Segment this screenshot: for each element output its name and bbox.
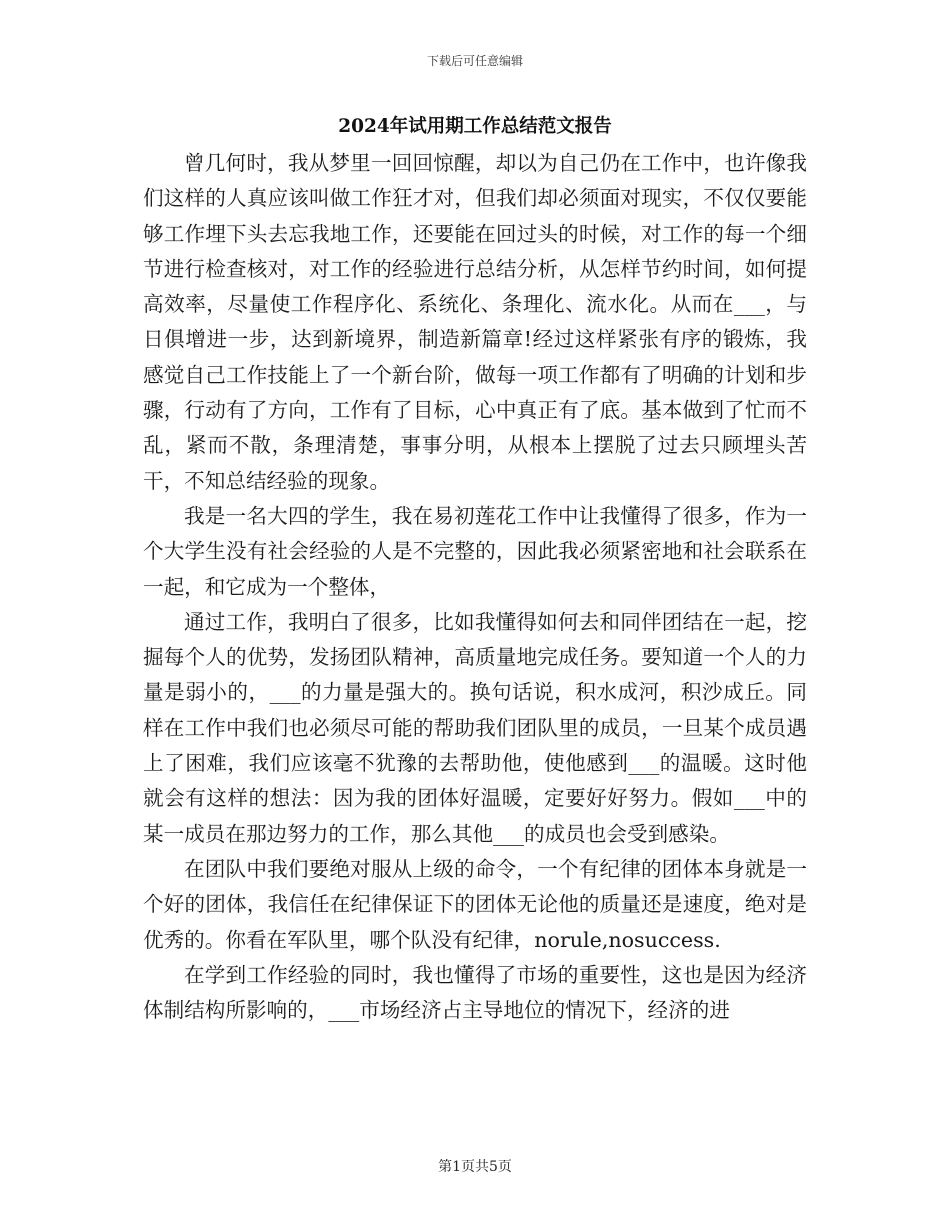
- paragraph-5: 在学到工作经验的同时，我也懂得了市场的重要性，这也是因为经济体制结构所影响的，___市场经济占主导地位的情况下，经济的进: [143, 962, 807, 1023]
- document-title: 2024年试用期工作总结范文报告: [338, 116, 612, 137]
- paragraph-3: 通过工作，我明白了很多，比如我懂得如何去和同伴团结在一起，挖掘每个人的优势，发扬团队精神，高质量地完成任务。要知道一个人的力量是弱小的，___的力量是强大的。换句话说，积水成河，积沙成丘。同样在工作中我们也必须尽可能的帮助我们团队里的成员，一旦某个成员遇上了困难，我们应该毫不犹豫的去帮助他，使他感到___的温暖。这时他就会有这样的想法：因为我的团体好温暖，定要好好努力。假如___中的某一成员在那边努力的工作，那么其他___的成员也会受到感染。: [143, 609, 807, 846]
- document-body: [143, 146, 807, 1028]
- paragraph-1: 曾几何时，我从梦里一回回惊醒，却以为自己仍在工作中，也许像我们这样的人真应该叫做工作狂才对，但我们却必须面对现实，不仅仅要能够工作埋下头去忘我地工作，还要能在回过头的时候，对工作的每一个细节进行检查核对，对工作的经验进行总结分析，从怎样节约时间，如何提高效率，尽量使工作程序化、系统化、条理化、流水化。从而在___，与日俱增进一步，达到新境界，制造新篇章!经过这样紧张有序的锻炼，我感觉自己工作技能上了一个新台阶，做每一项工作都有了明确的计划和步骤，行动有了方向，工作有了目标，心中真正有了底。基本做到了忙而不乱，紧而不散，条理清楚，事事分明，从根本上摆脱了过去只顾埋头苦干，不知总结经验的现象。: [143, 151, 807, 493]
- header-note: 下载后可任意编辑: [426, 54, 523, 68]
- paragraph-4: 在团队中我们要绝对服从上级的命令，一个有纪律的团体本身就是一个好的团体，我信任在纪律保证下的团体无论他的质量还是速度，绝对是优秀的。你看在军队里，哪个队没有纪律，norule,nosuccess.: [143, 856, 807, 952]
- page-number-footer: 第1页共5页: [438, 1159, 512, 1175]
- paragraph-2: 我是一名大四的学生，我在易初莲花工作中让我懂得了很多，作为一个大学生没有社会经验的人是不完整的，因此我必须紧密地和社会联系在一起，和它成为一个整体，: [143, 503, 807, 599]
